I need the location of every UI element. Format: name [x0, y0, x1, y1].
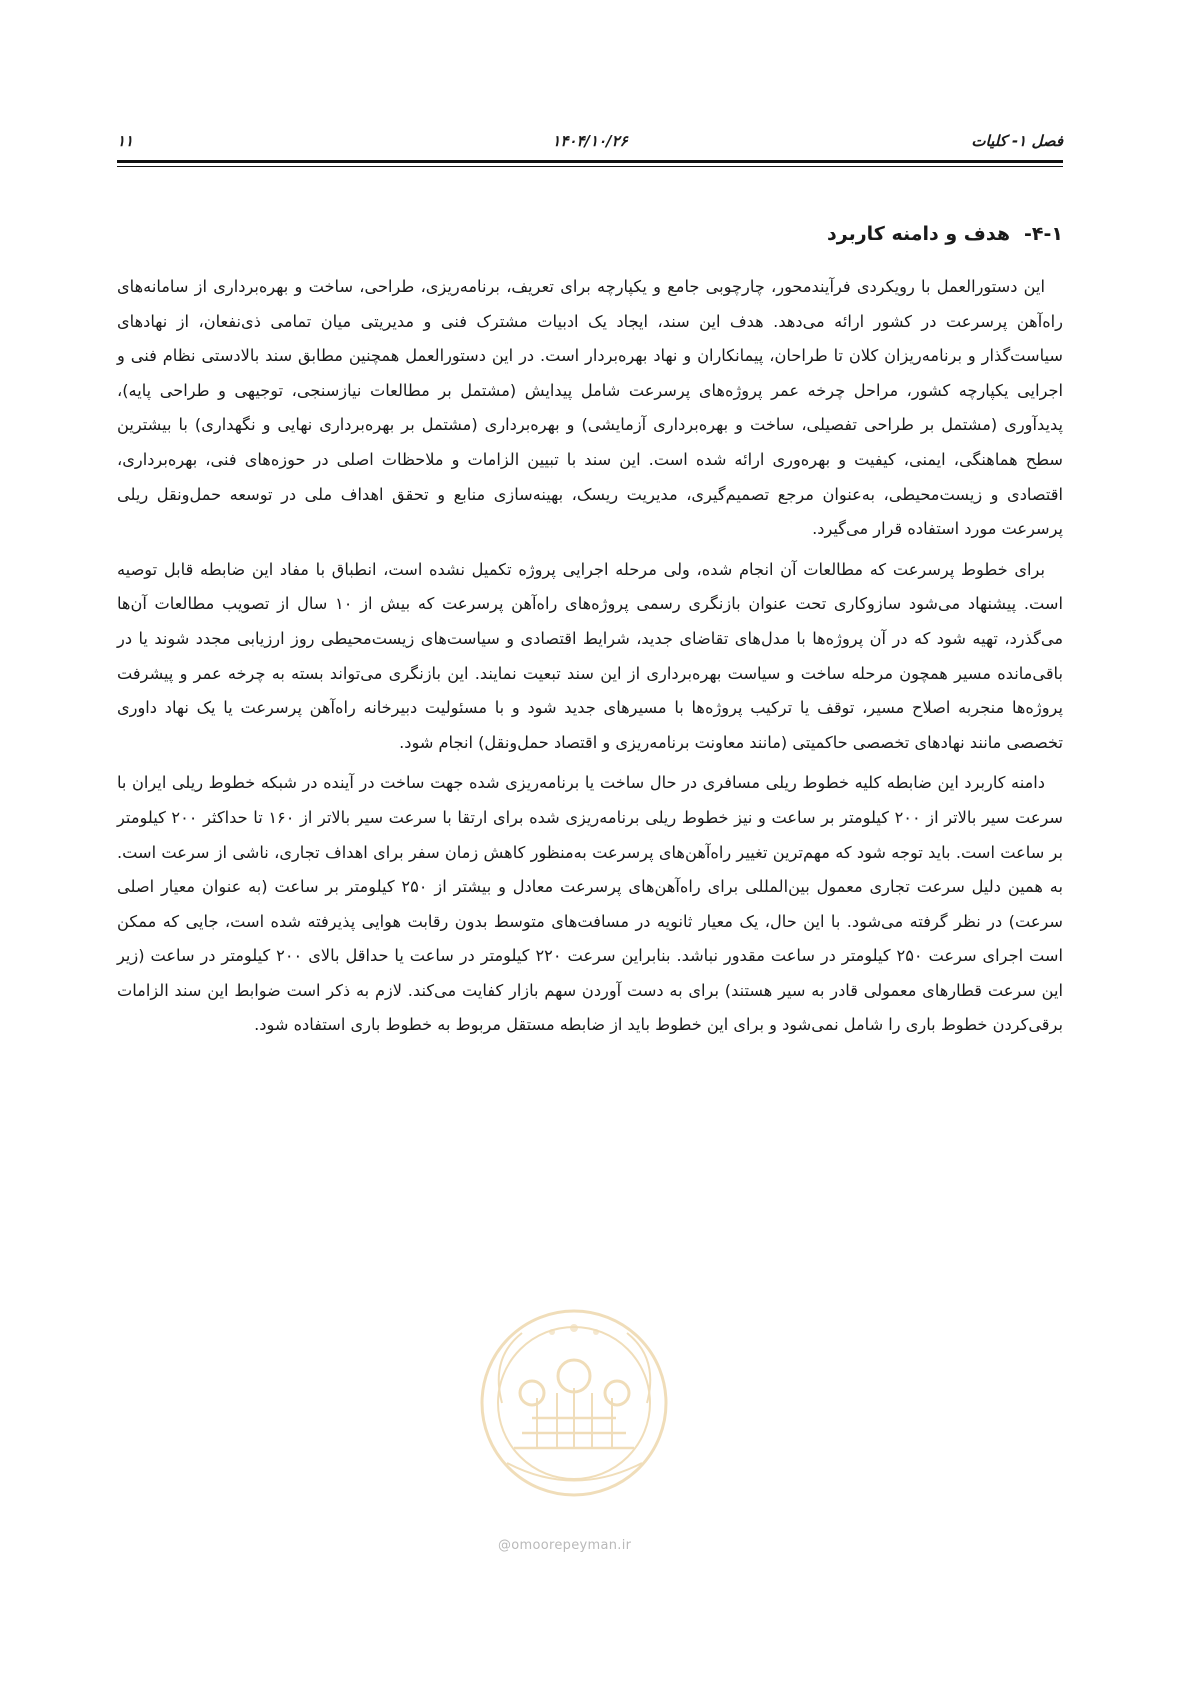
- paragraph-3: دامنه کاربرد این ضابطه کلیه خطوط ریلی مسافری در حال ساخت یا برنامه‌ریزی شده جهت ساخت در آینده در شبکه خطوط ریلی ایران با سرعت سیر بالاتر از ۲۰۰ کیلومتر بر ساعت و نیز خطوط ریلی برنامه‌ریزی شده برای ارتقا با سرعت سیر بالاتر از ۱۶۰ تا حداکثر ۲۰۰ کیلومتر بر ساعت است. باید توجه شود که مهم‌ترین تغییر راه‌آهن‌های پرسرعت به‌منظور کاهش زمان سفر برای اهداف تجاری، ناشی از سرعت است. به همین دلیل سرعت تجاری معمول بین‌المللی برای راه‌آهن‌های پرسرعت معادل و بیشتر از ۲۵۰ کیلومتر بر ساعت (به عنوان معیار اصلی سرعت) در نظر گرفته می‌شود. با این حال، یک معیار ثانویه در مسافت‌های متوسط بدون رقابت هوایی پذیرفته شده است، جایی که ممکن است اجرای سرعت ۲۵۰ کیلومتر در ساعت مقدور نباشد. بنابراین سرعت ۲۲۰ کیلومتر در ساعت یا حداقل بالای ۲۰۰ کیلومتر در ساعت (زیر این سرعت قطارهای معمولی قادر به سیر هستند) برای به دست آوردن سهم بازار کفایت می‌کند. لازم به ذکر است ضوابط این سند الزامات برقی‌کردن خطوط باری را شامل نمی‌شود و برای این خطوط باید از ضابطه مستقل مربوط به خطوط باری استفاده شود.: [117, 773, 1063, 1035]
- header-rule-thin: [117, 166, 1063, 167]
- header-date: ۱۴۰۴/۱۰/۲۶: [552, 132, 628, 150]
- page-number: ۱۱: [117, 132, 134, 150]
- watermark-seal-icon: [462, 1298, 687, 1508]
- paragraph-1: این دستورالعمل با رویکردی فرآیندمحور، چارچوبی جامع و یکپارچه برای تعریف، برنامه‌ریزی، طراحی، ساخت و بهره‌برداری از سامانه‌های راه‌آهن پرسرعت در کشور ارائه می‌دهد. هدف این سند، ایجاد یک ادبیات مشترک فنی و مدیریتی میان تمامی ذی‌نفعان، از نهادهای سیاست‌گذار و برنامه‌ریزان کلان تا طراحان، پیمانکاران و نهاد بهره‌بردار است. در این دستورالعمل همچنین مطابق سند بالادستی نظام فنی و اجرایی یکپارچه کشور، مراحل چرخه عمر پروژه‌های پرسرعت شامل پیدایش (مشتمل بر مطالعات نیازسنجی، توجیهی و طراحی پایه)، پدیدآوری (مشتمل بر طراحی تفصیلی، ساخت و بهره‌برداری آزمایشی) و بهره‌برداری (مشتمل بر بهره‌برداری نهایی و نگهداری) با بیشترین سطح هماهنگی، ایمنی، کیفیت و بهره‌وری ارائه شده است. این سند با تبیین الزامات و ملاحظات اصلی در حوزه‌های فنی، بهره‌برداری، اقتصادی و زیست‌محیطی، به‌عنوان مرجع تصمیم‌گیری، مدیریت ریسک، بهینه‌سازی منابع و تحقق اهداف ملی در توسعه حمل‌ونقل ریلی پرسرعت مورد استفاده قرار می‌گیرد.: [117, 277, 1063, 539]
- paragraph-2: برای خطوط پرسرعت که مطالعات آن انجام شده، ولی مرحله اجرایی پروژه تکمیل نشده است، انطباق با مفاد این ضابطه قابل توصیه است. پیشنهاد می‌شود سازوکاری تحت عنوان بازنگری رسمی پروژه‌های راه‌آهن پرسرعت که بیش از ۱۰ سال از تصویب مطالعات آن‌ها می‌گذرد، تهیه شود که در آن پروژه‌ها با مدل‌های تقاضای جدید، شرایط اقتصادی و سیاست‌های زیست‌محیطی روز ارزیابی مجدد شوند یا در باقی‌مانده مسیر همچون مرحله ساخت و سیاست بهره‌برداری از این سند تبعیت نمایند. این بازنگری می‌تواند بسته به چرخه عمر و پیشرفت پروژه‌ها منجربه اصلاح مسیر، توقف یا ترکیب پروژه‌ها با مسیرهای جدید شود و با مسئولیت دبیرخانه راه‌آهن پرسرعت یا یک نهاد داوری تخصصی مانند نهادهای تخصصی حاکمیتی (مانند معاونت برنامه‌ریزی و اقتصاد حمل‌ونقل) انجام شود.: [117, 559, 1063, 752]
- page-header: [117, 128, 1063, 158]
- section-number: ۴-۱-: [1024, 223, 1063, 245]
- section-heading: [117, 218, 1063, 250]
- section-title-text: هدف و دامنه کاربرد: [827, 223, 1011, 245]
- header-rule-thick: [117, 160, 1063, 163]
- page-content: [117, 218, 1063, 1049]
- watermark-url: @omoorepeyman.ir: [498, 1538, 632, 1553]
- chapter-title: فصل ۱- کلیات: [971, 132, 1063, 150]
